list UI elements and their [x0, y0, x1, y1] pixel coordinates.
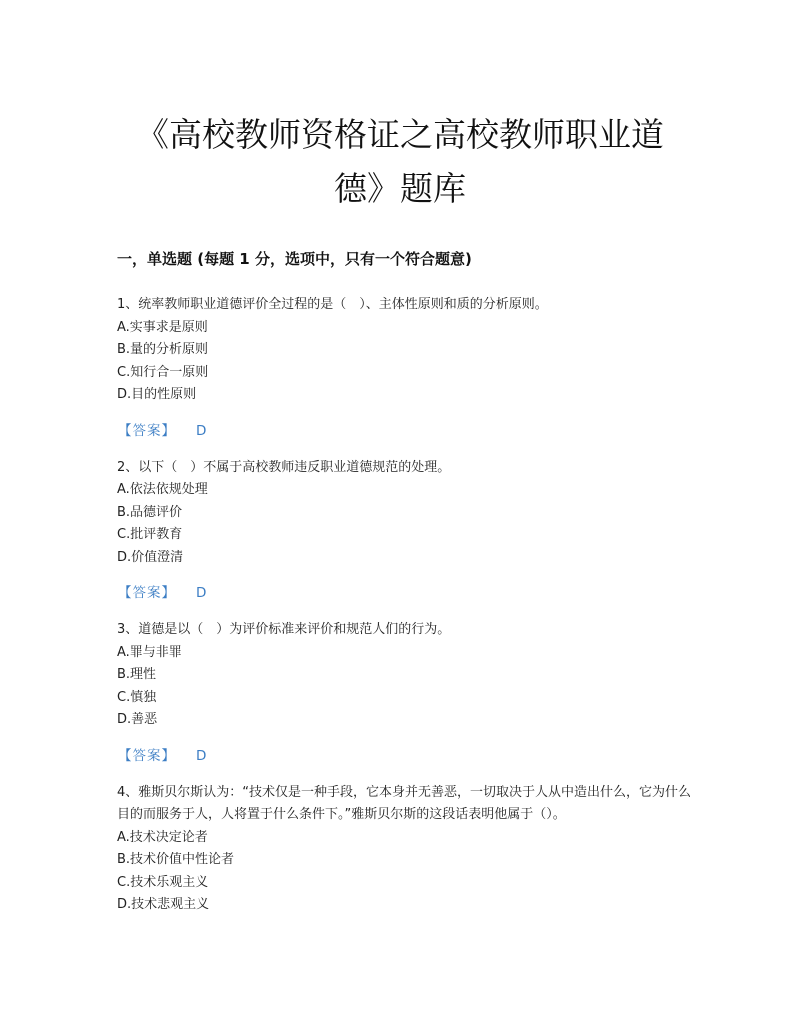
answer-value: D [196, 422, 207, 439]
option-a: A.实事求是原则 [117, 319, 208, 335]
document-title [100, 108, 700, 216]
option-c: C.技术乐观主义 [117, 874, 209, 890]
answer-label: 【答案】 [118, 585, 176, 601]
question-stem: 3、道德是以（ ）为评价标准来评价和规范人们的行为。 [117, 622, 451, 637]
question-stem: 4、雅斯贝尔斯认为：“技术仅是一种手段，它本身并无善恶，一切取决于人从中造出什么，它为什么目的而服务于人，人将置于什么条件下。”雅斯贝尔斯的这段话表明他属于（）。 [117, 784, 692, 822]
answer-line [117, 582, 692, 604]
option-d: D.技术悲观主义 [117, 897, 210, 912]
option-b: B.品德评价 [117, 504, 183, 520]
question-1 [117, 294, 692, 442]
answer-line [117, 745, 692, 767]
question-4 [117, 782, 692, 917]
question-3 [117, 619, 692, 767]
title-line-1: 《高校教师资格证之高校教师职业道 [136, 115, 664, 154]
option-c: C.慎独 [117, 689, 157, 705]
option-c: C.批评教育 [117, 527, 183, 542]
option-c: C.知行合一原则 [117, 364, 209, 380]
option-a: A.技术决定论者 [117, 829, 208, 845]
answer-value: D [196, 747, 207, 764]
question-stem: 2、以下（ ）不属于高校教师违反职业道德规范的处理。 [117, 459, 451, 475]
option-d: D.善恶 [117, 712, 158, 727]
option-b: B.理性 [117, 667, 157, 682]
option-a: A.依法依规处理 [117, 482, 208, 497]
option-b: B.技术价值中性论者 [117, 852, 235, 867]
question-2 [117, 457, 692, 605]
question-stem: 1、统率教师职业道德评价全过程的是（ ）、主体性原则和质的分析原则。 [117, 297, 548, 312]
option-b: B.量的分析原则 [117, 342, 209, 357]
answer-line [117, 420, 692, 442]
answer-label: 【答案】 [118, 747, 176, 764]
option-a: A.罪与非罪 [117, 644, 182, 660]
option-d: D.价值澄清 [117, 549, 184, 565]
question-list [117, 294, 692, 917]
answer-value: D [196, 585, 207, 601]
answer-label: 【答案】 [118, 422, 176, 439]
section-heading: 一，单选题 (每题 1 分，选项中，只有一个符合题意) [117, 250, 472, 268]
title-line-2: 德》题库 [334, 169, 466, 208]
option-d: D.目的性原则 [117, 387, 197, 402]
